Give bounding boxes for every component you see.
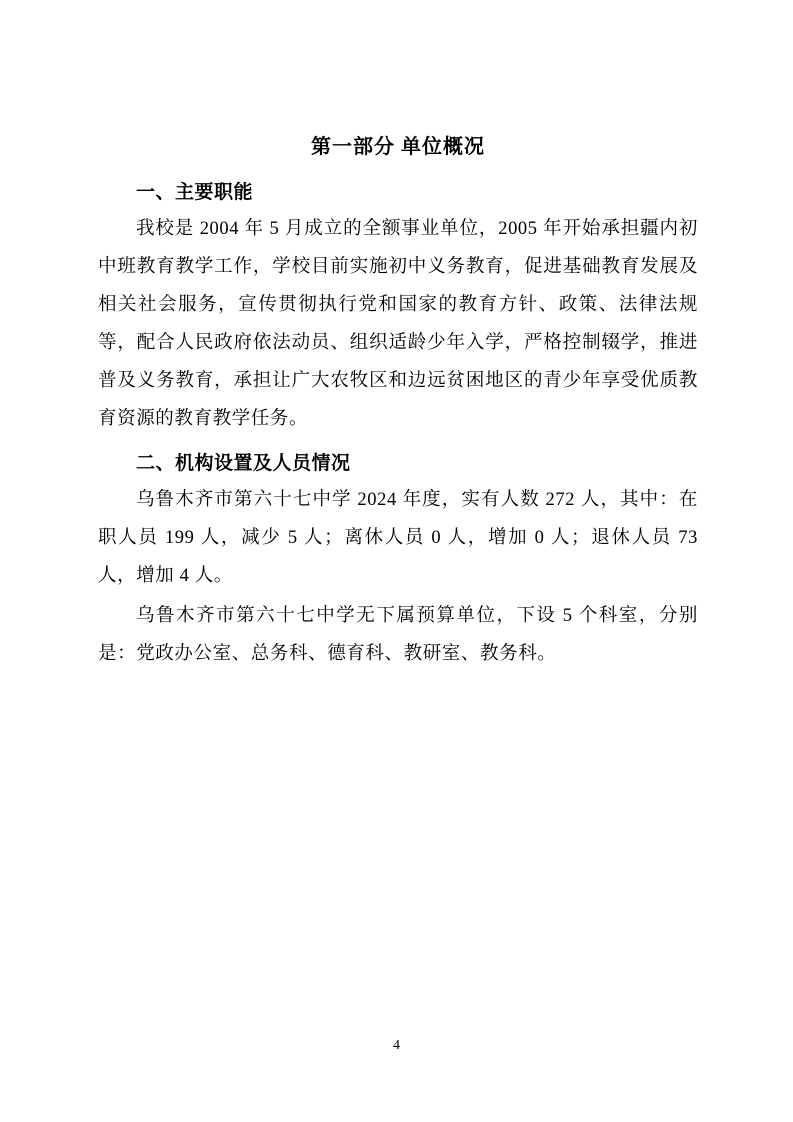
section-heading-org-staff: 二、机构设置及人员情况 (136, 453, 351, 474)
paragraph-main-duties: 我校是 2004 年 5 月成立的全额事业单位，2005 年开始承担疆内初中班教育教学工作，学校目前实施初中义务教育，促进基础教育发展及相关社会服务，宣传贯彻执行党和国家的教育方针、政策、法律法规等，配合人民政府依法动员、组织适龄少年入学，严格控制辍学，推进普及义务教育，承担让广大农牧区和边远贫困地区的青少年享受优质教育资源的教育教学任务。 (98, 219, 698, 429)
page-content (98, 130, 698, 675)
paragraph-departments: 乌鲁木齐市第六十七中学无下属预算单位，下设 5 个科室，分别是：党政办公室、总务科、德育科、教研室、教务科。 (98, 606, 698, 664)
page-title: 第一部分 单位概况 (311, 136, 485, 158)
section-spacer (98, 440, 698, 448)
section-heading-main-duties: 一、主要职能 (136, 182, 254, 203)
page-number: 4 (393, 1038, 400, 1053)
paragraph-staff-count: 乌鲁木齐市第六十七中学 2024 年度，实有人数 272 人，其中：在职人员 199 人，减少 5 人；离休人员 0 人，增加 0 人；退休人员 73 人，增加 4 人。 (98, 490, 698, 586)
